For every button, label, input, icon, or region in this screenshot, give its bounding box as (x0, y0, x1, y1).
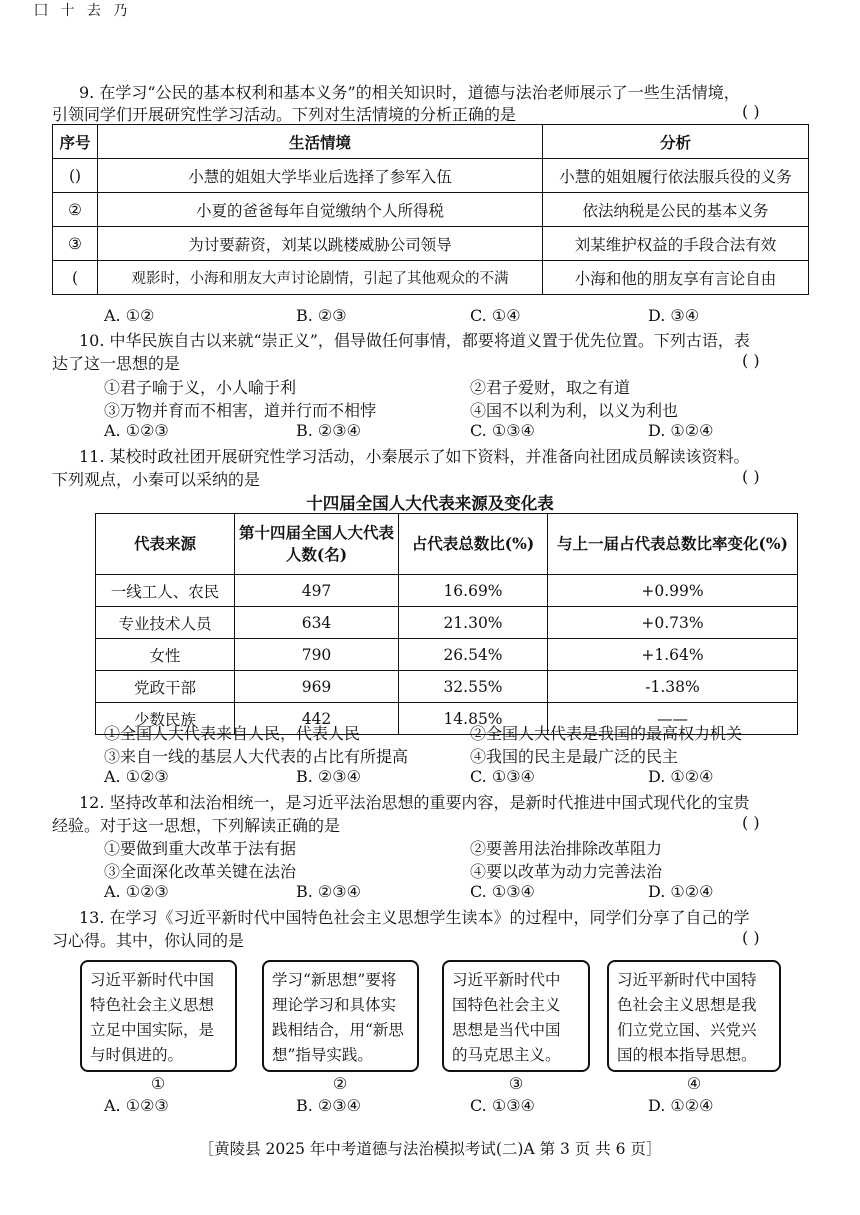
table-row (53, 193, 809, 227)
q9-option-d: D. ③④ (648, 306, 700, 325)
q10-item-3: ③万物并育而不相害，道并行而不相悖 (104, 401, 377, 420)
row-num: () (53, 159, 98, 193)
row-count: 790 (235, 639, 399, 671)
row-pct: 26.54% (399, 639, 548, 671)
header-source: 代表来源 (96, 514, 235, 575)
row-change: +0.99% (548, 575, 798, 607)
q9-answer-paren: ( ) (742, 102, 760, 121)
q11-item-1: ①全国人大代表来自人民，代表人民 (104, 724, 361, 743)
q10-answer-paren: ( ) (742, 351, 760, 370)
row-pct: 21.30% (399, 607, 548, 639)
q9-situation-table (52, 124, 809, 295)
q13-answer-paren: ( ) (742, 928, 760, 947)
q11-table-title: 十四届全国人大代表来源及变化表 (306, 494, 554, 513)
q11-item-3: ③来自一线的基层人大代表的占比有所提高 (104, 747, 409, 766)
header-pct: 占代表总数比(%) (399, 514, 548, 575)
q10-stem-line2: 达了这一思想的是 (52, 354, 181, 373)
table-row (53, 159, 809, 193)
note-line: 国特色社会主义 (452, 996, 561, 1014)
row-pct: 14.85% (399, 703, 548, 735)
q9-option-c: C. ①④ (470, 306, 521, 325)
q13-box-label-2: ② (332, 1074, 348, 1093)
row-analysis: 小慧的姐姐履行依法服兵役的义务 (543, 159, 809, 193)
q13-option-c: C. ①③④ (470, 1096, 535, 1115)
q12-item-4: ④要以改革为动力完善法治 (470, 862, 663, 881)
row-count: 634 (235, 607, 399, 639)
note-line: 习近平新时代中 (452, 971, 561, 989)
row-situation: 观影时，小海和朋友大声讨论剧情，引起了其他观众的不满 (98, 261, 543, 295)
note-line: 思想是当代中国 (452, 1021, 561, 1039)
table-row (96, 607, 798, 639)
header-num: 序号 (53, 125, 98, 159)
q9-stem-line1: 9. 在学习“公民的基本权利和基本义务”的相关知识时，道德与法治老师展示了一些生活情境， (79, 83, 740, 102)
row-num: ② (53, 193, 98, 227)
q13-option-b: B. ②③④ (296, 1096, 361, 1115)
q12-option-c: C. ①③④ (470, 882, 535, 901)
q12-item-2: ②要善用法治排除改革阻力 (470, 839, 663, 858)
note-line: 的马克思主义。 (452, 1046, 561, 1064)
q11-deputy-table (95, 513, 798, 735)
q11-option-a: A. ①②③ (104, 767, 169, 786)
row-pct: 16.69% (399, 575, 548, 607)
q12-answer-paren: ( ) (742, 813, 760, 832)
note-line: 立足中国实际，是 (90, 1021, 215, 1039)
row-source: 一线工人、农民 (96, 575, 235, 607)
note-line: 们立党立国、兴党兴 (617, 1021, 757, 1039)
q13-note-box-4 (607, 960, 781, 1072)
header-change: 与上一届占代表总数比率变化(%) (548, 514, 798, 575)
q11-option-b: B. ②③④ (296, 767, 361, 786)
row-count: 969 (235, 671, 399, 703)
note-line: 国的根本指导思想。 (617, 1046, 757, 1064)
note-line: 习近平新时代中国特 (617, 971, 757, 989)
q11-option-d: D. ①②④ (648, 767, 714, 786)
q13-option-a: A. ①②③ (104, 1096, 169, 1115)
note-line: 特色社会主义思想 (90, 996, 215, 1014)
q13-box-label-4: ④ (686, 1074, 702, 1093)
q10-option-d: D. ①②④ (648, 421, 714, 440)
row-change: +1.64% (548, 639, 798, 671)
row-analysis: 刘某维护权益的手段合法有效 (543, 227, 809, 261)
note-line: 想”指导实践。 (272, 1046, 373, 1064)
row-analysis: 小海和他的朋友享有言论自由 (543, 261, 809, 295)
row-source: 党政干部 (96, 671, 235, 703)
q9-option-b: B. ②③ (296, 306, 347, 325)
row-num: ( (53, 261, 98, 295)
row-change: —— (548, 703, 798, 735)
q11-answer-paren: ( ) (742, 467, 760, 486)
note-line: 理论学习和具体实 (272, 996, 397, 1014)
q11-stem-line1: 11. 某校时政社团开展研究性学习活动，小秦展示了如下资料，并准备向社团成员解读该资料。 (79, 447, 750, 466)
q13-option-d: D. ①②④ (648, 1096, 714, 1115)
note-line: 践相结合，用“新思 (272, 1021, 404, 1039)
table-row (53, 261, 809, 295)
q11-item-4: ④我国的民主是最广泛的民主 (470, 747, 679, 766)
row-source: 女性 (96, 639, 235, 671)
q13-stem-line1: 13. 在学习《习近平新时代中国特色社会主义思想学生读本》的过程中，同学们分享了自己的学 (79, 908, 750, 927)
header-mark: 囗 十 去 乃 (34, 3, 132, 19)
q11-option-c: C. ①③④ (470, 767, 535, 786)
note-line: 与时俱进的。 (90, 1046, 184, 1064)
page-footer: ［黄陵县 2025 年中考道德与法治模拟考试(二)A 第 3 页 共 6 页］ (198, 1140, 662, 1158)
q12-option-d: D. ①②④ (648, 882, 714, 901)
header-analysis: 分析 (543, 125, 809, 159)
q13-note-box-2 (262, 960, 419, 1072)
q12-item-1: ①要做到重大改革于法有据 (104, 839, 297, 858)
table-row (96, 639, 798, 671)
row-count: 497 (235, 575, 399, 607)
q10-option-b: B. ②③④ (296, 421, 361, 440)
q12-option-a: A. ①②③ (104, 882, 169, 901)
q10-item-2: ②君子爱财，取之有道 (470, 378, 631, 397)
row-pct: 32.55% (399, 671, 548, 703)
q12-option-b: B. ②③④ (296, 882, 361, 901)
q10-item-1: ①君子喻于义，小人喻于利 (104, 378, 297, 397)
q10-option-c: C. ①③④ (470, 421, 535, 440)
q13-note-box-1 (80, 960, 237, 1072)
table-row (53, 227, 809, 261)
q12-item-3: ③全面深化改革关键在法治 (104, 862, 297, 881)
table-header-row (53, 125, 809, 159)
row-analysis: 依法纳税是公民的基本义务 (543, 193, 809, 227)
q11-item-2: ②全国人大代表是我国的最高权力机关 (470, 724, 743, 743)
q13-box-label-1: ① (150, 1074, 166, 1093)
row-num: ③ (53, 227, 98, 261)
row-count: 442 (235, 703, 399, 735)
q9-stem-line2: 引领同学们开展研究性学习活动。下列对生活情境的分析正确的是 (52, 105, 517, 124)
q13-note-box-3 (442, 960, 590, 1072)
note-line: 学习“新思想”要将 (272, 971, 397, 989)
row-situation: 小夏的爸爸每年自觉缴纳个人所得税 (98, 193, 543, 227)
note-line: 习近平新时代中国 (90, 971, 215, 989)
row-change: -1.38% (548, 671, 798, 703)
q12-stem-line1: 12. 坚持改革和法治相统一，是习近平法治思想的重要内容，是新时代推进中国式现代化的宝贵 (79, 793, 750, 812)
q13-box-label-3: ③ (508, 1074, 524, 1093)
q12-stem-line2: 经验。对于这一思想，下列解读正确的是 (52, 816, 341, 835)
row-source: 专业技术人员 (96, 607, 235, 639)
q10-item-4: ④国不以利为利，以义为利也 (470, 401, 679, 420)
row-situation: 为讨要薪资，刘某以跳楼威胁公司领导 (98, 227, 543, 261)
q11-stem-line2: 下列观点，小秦可以采纳的是 (52, 470, 261, 489)
table-row (96, 671, 798, 703)
header-count: 第十四届全国人大代表人数(名) (235, 514, 399, 575)
header-situation: 生活情境 (98, 125, 543, 159)
q9-option-a: A. ①② (104, 306, 155, 325)
row-change: +0.73% (548, 607, 798, 639)
table-row (96, 575, 798, 607)
note-line: 色社会主义思想是我 (617, 996, 757, 1014)
q10-stem-line1: 10. 中华民族自古以来就“崇正义”，倡导做任何事情，都要将道义置于优先位置。下列古语，表 (79, 331, 750, 350)
q13-stem-line2: 习心得。其中，你认同的是 (52, 931, 245, 950)
row-situation: 小慧的姐姐大学毕业后选择了参军入伍 (98, 159, 543, 193)
row-source: 少数民族 (96, 703, 235, 735)
table-header-row (96, 514, 798, 575)
q10-option-a: A. ①②③ (104, 421, 169, 440)
